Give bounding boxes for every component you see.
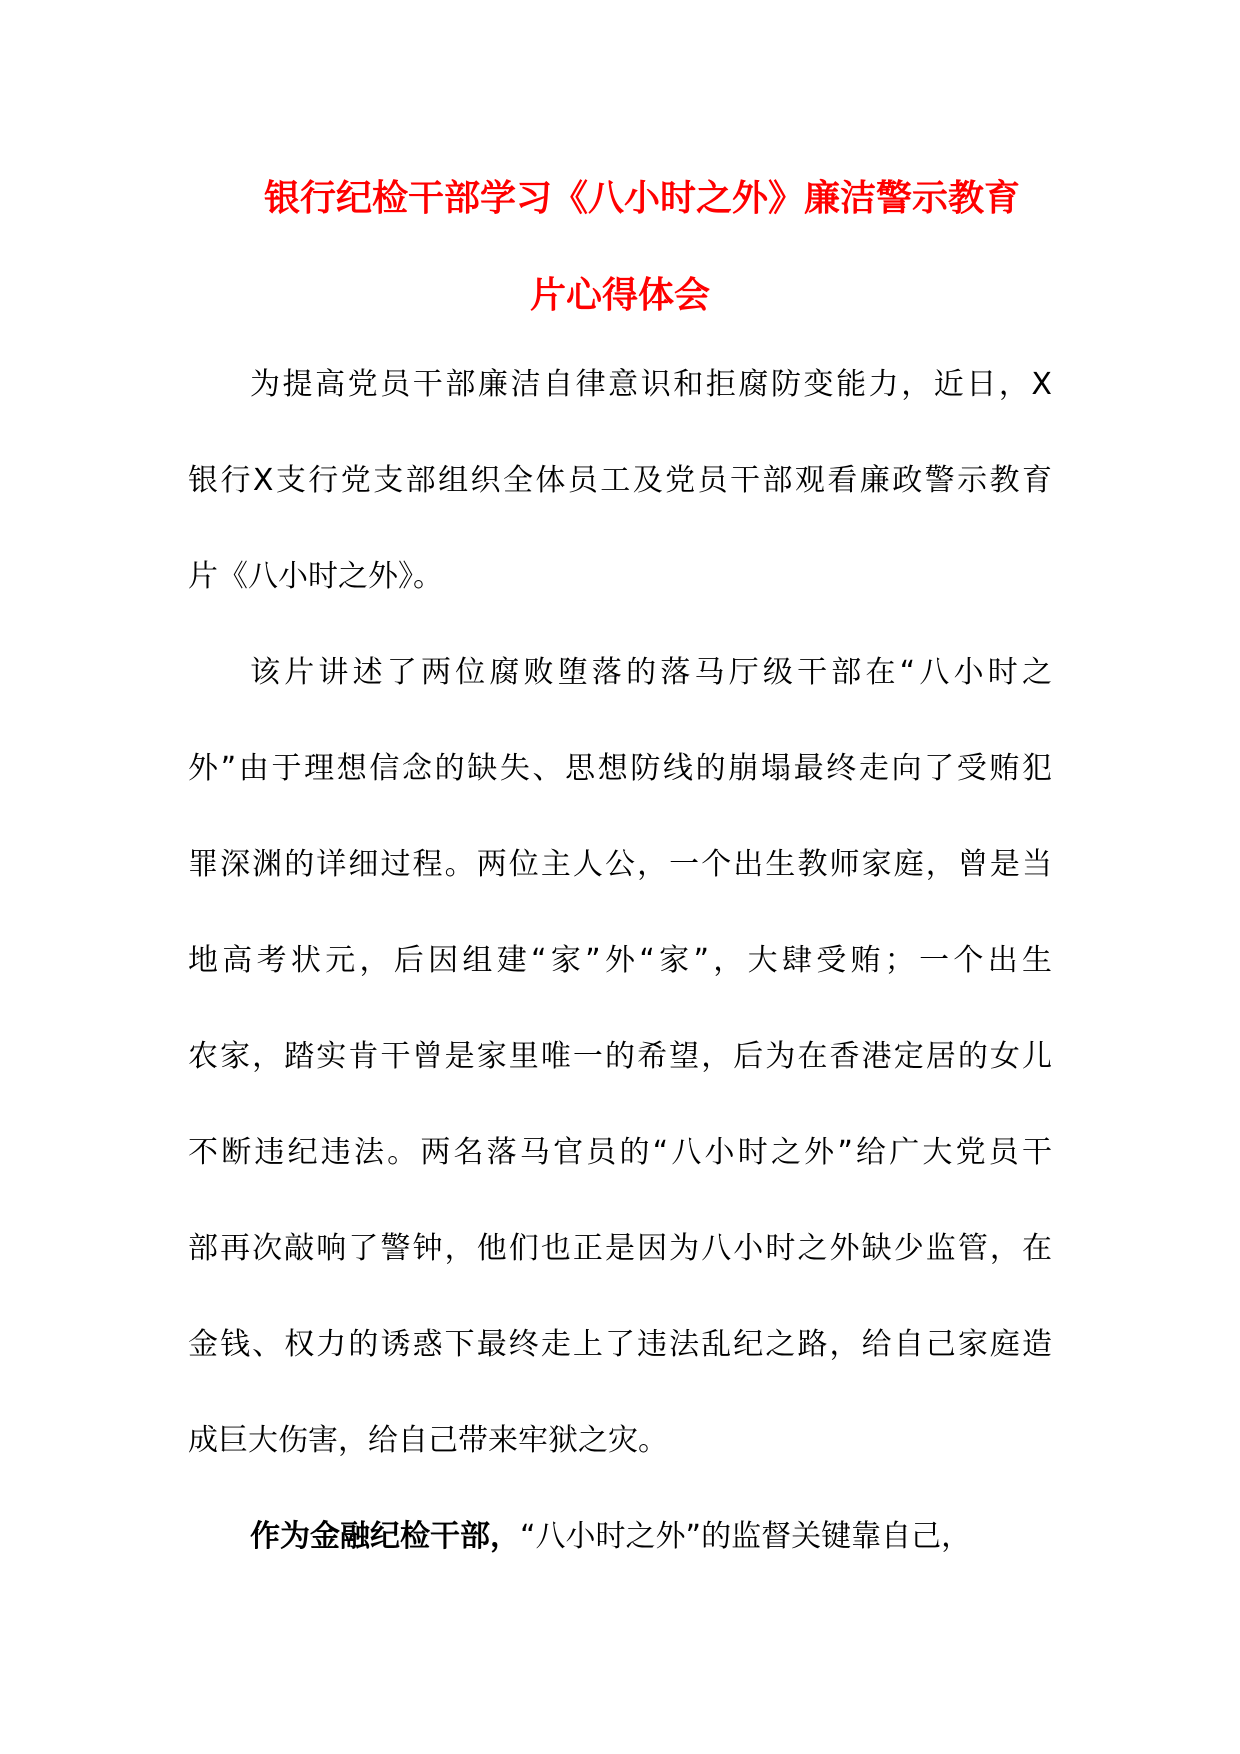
paragraph-3-bold-lead: 作为金融纪检干部， bbox=[250, 1519, 520, 1554]
paragraph-3-rest: “八小时之外”的监督关键靠自己， bbox=[520, 1519, 972, 1554]
paragraph-2-line-8: 金钱、权力的诱惑下最终走上了违法乱纪之路，给自己家庭造 bbox=[188, 1327, 1052, 1362]
paragraph-2-line-1: 该片讲述了两位腐败堕落的落马厅级干部在“八小时之 bbox=[250, 655, 1052, 690]
paragraph-3-line-1 bbox=[250, 1519, 1052, 1554]
paragraph-1-line-1: 为提高党员干部廉洁自律意识和拒腐防变能力，近日，X bbox=[250, 367, 1052, 402]
document-title-line-1: 银行纪检干部学习《八小时之外》廉洁警示教育 bbox=[264, 178, 1021, 219]
paragraph-2-line-4: 地高考状元，后因组建“家”外“家”，大肆受贿；一个出生 bbox=[188, 943, 1052, 978]
paragraph-1-line-2: 银行X支行党支部组织全体员工及党员干部观看廉政警示教育 bbox=[188, 463, 1052, 498]
paragraph-2-line-5: 农家，踏实肯干曾是家里唯一的希望，后为在香港定居的女儿 bbox=[188, 1039, 1052, 1074]
paragraph-2-line-6: 不断违纪违法。两名落马官员的“八小时之外”给广大党员干 bbox=[188, 1135, 1052, 1170]
paragraph-2-line-9: 成巨大伤害，给自己带来牢狱之灾。 bbox=[188, 1423, 668, 1458]
paragraph-1-line-3: 片《八小时之外》。 bbox=[188, 559, 443, 594]
paragraph-2-line-2: 外”由于理想信念的缺失、思想防线的崩塌最终走向了受贿犯 bbox=[188, 751, 1052, 786]
paragraph-2-line-3: 罪深渊的详细过程。两位主人公，一个出生教师家庭，曾是当 bbox=[188, 847, 1052, 882]
paragraph-2-line-7: 部再次敲响了警钟，他们也正是因为八小时之外缺少监管，在 bbox=[188, 1231, 1052, 1266]
document-title-line-2: 片心得体会 bbox=[530, 275, 711, 316]
